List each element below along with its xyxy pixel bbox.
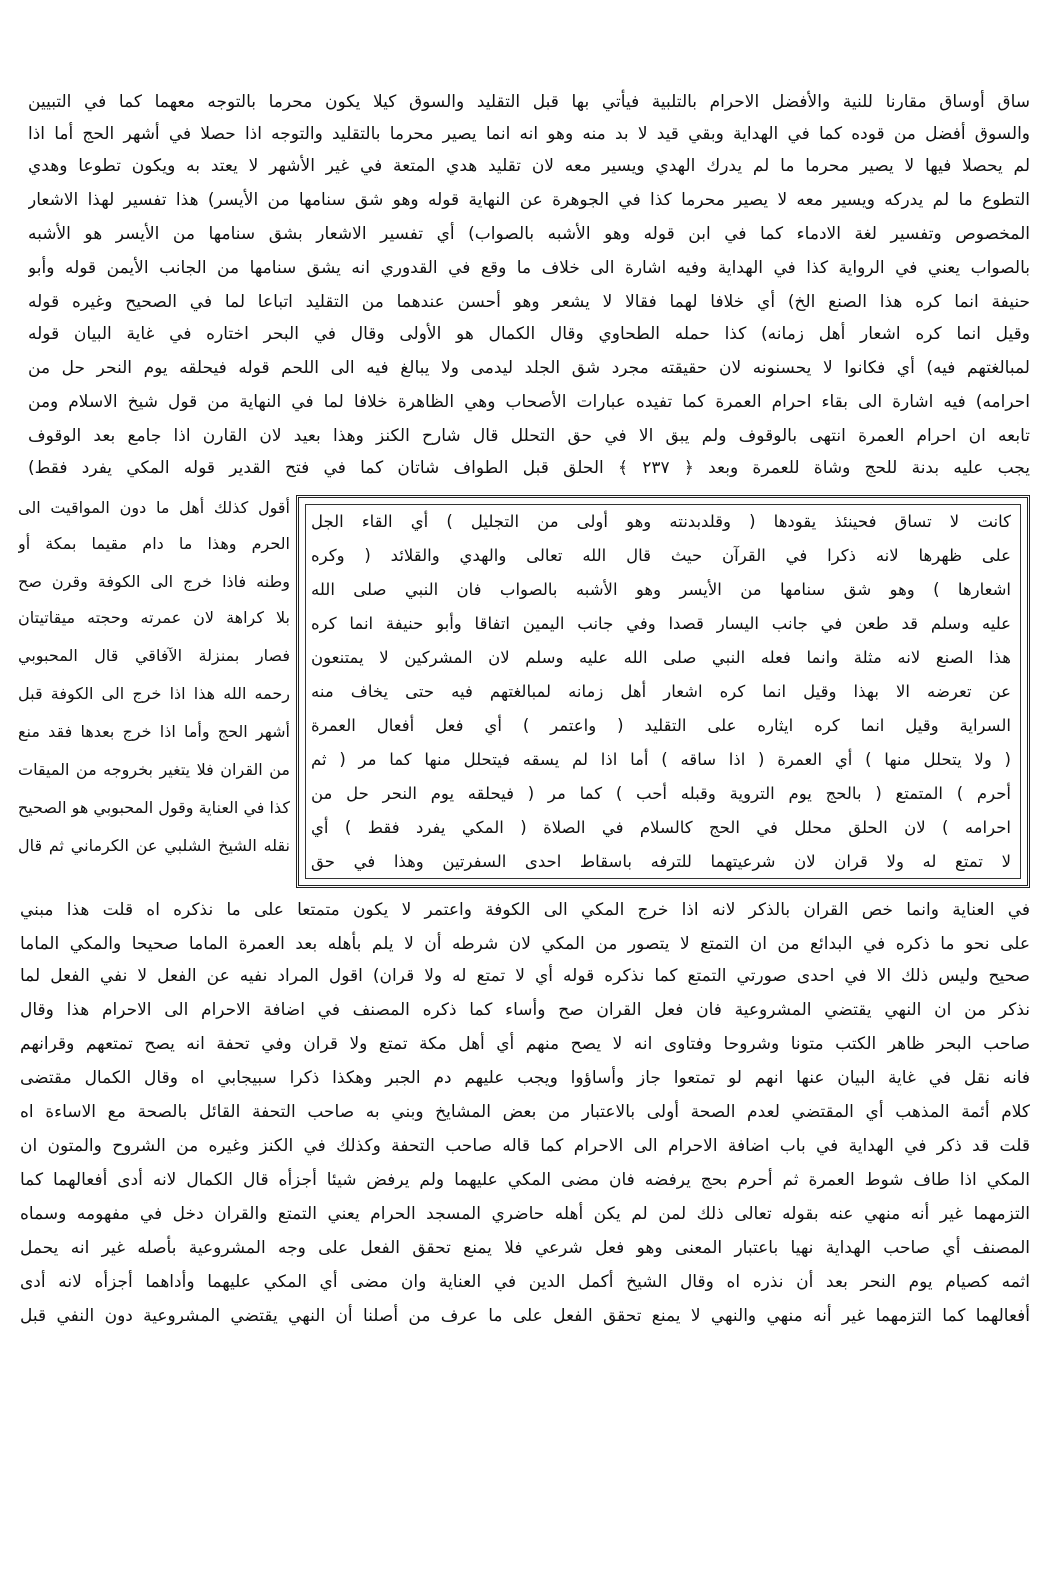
text-line: المكي اذا طاف شوط العمرة ثم أحرم بحج يرفضه فان مضى المكي عليهما ولم يرفض شيئا أجزأه قال الكمال لانه أدى أفعالهما كما <box>20 1170 1030 1190</box>
text-line: المصنف أي صاحب الهداية نهيا باعتبار المعنى وهو فعل شرعي فلا يمنع تحقق الفعل على وجه المشروعية بأصله غير انه يحمل <box>20 1238 1030 1258</box>
text-line: لم يحصلا فيها لا يصير محرما ما لم يدرك الهدي ويسير معه لان تقليد هدي المتعة في غير الأشهر لا يعتد به ويكون تطوعا وهدي <box>28 156 1030 176</box>
main-text-box <box>296 495 1030 888</box>
text-line: احرامه) فيه اشارة الى بقاء احرام العمرة كما تفيده عبارات الأصحاب وهي الظاهرة خلافا لما في النهاية من قول شيخ الاسلام ومن <box>28 392 1030 412</box>
text-line: رحمه الله هذا اذا خرج الى الكوفة قبل <box>18 684 290 703</box>
text-line: نذكر من ان النهي يقتضي المشروعية فان فعل القران صح وأساء كما ذكره المصنف في اضافة الاحرام الى الاحرام هذا وقال <box>20 1000 1030 1020</box>
text-line: وطنه فاذا خرج الى الكوفة وقرن صح <box>18 572 290 591</box>
text-line: ساق أوساق مقارنا للنية والأفضل الاحرام بالتلبية فيأتي بها قبل التقليد والسوق كيلا يكون محرما بالتوجه معهما كما في التبيين <box>28 92 1030 112</box>
text-line: اشعارها ) وهو شق سنامها من الأيسر وهو الأشبه بالصواب فان النبي صلى الله <box>311 580 1011 599</box>
text-line: صاحب البحر ظاهر الكتب متونا وشروحا وفتاوى انه لا يصح منهم أي أهل مكة تمتع ولا قران وفي تحفة انه يصح تمتعهم وقرانهم <box>20 1034 1030 1054</box>
text-line: كذا في العناية وقول المحبوبي هو الصحيح <box>18 798 290 817</box>
text-line: السراية وقيل انما كره ايثاره على التقليد ( واعتمر ) أي فعل أفعال العمرة <box>311 716 1011 735</box>
text-line: بالصواب يعني في الرواية كذا في الهداية وفيه اشارة الى خلاف ما وقع في القدوري انه يشق سنامها من الجانب الأيمن قوله وأبو <box>28 258 1030 278</box>
text-line: أقول كذلك أهل ما دون المواقيت الى <box>18 498 290 517</box>
text-line: ( ولا يتحلل منها ) أي العمرة ( اذا ساقه ) أما اذا لم يسقه فيتحلل منها كما مر ( ثم <box>311 750 1011 769</box>
text-line: على نحو ما ذكره في البدائع من ان التمتع لا يتصور من المكي لان شرطه أن لا يلم بأهله بعد العمرة الماما صحيحا والمكي الماما <box>20 934 1030 954</box>
text-line: اثمه كصيام يوم النحر بعد أن نذره اه وقال الشيخ أكمل الدين في العناية وان مضى أي المكي عليهما وأداهما أجزأه لانه أدى <box>20 1272 1030 1292</box>
text-line: الحرم وهذا ما دام مقيما بمكة أو <box>18 534 290 553</box>
text-line: بلا كراهة لان عمرته وحجته ميقاتيتان <box>18 608 290 627</box>
text-line: عن تعرضه الا بهذا وقيل انما كره اشعار أهل زمانه لمبالغتهم فيه حتى يخاف منه <box>311 682 1011 701</box>
text-line: نقله الشيخ الشلبي عن الكرماني ثم قال <box>18 836 290 855</box>
text-line: هذا الصنع لانه مثلة وانما فعله النبي صلى الله عليه وسلم لان المشركين لا يمتنعون <box>311 648 1011 667</box>
text-line: احرامه ) لان الحلق محلل في الحج كالسلام في الصلاة ( المكي يفرد فقط ) أي <box>311 818 1011 837</box>
text-line: كانت لا تساق فحينئذ يقودها ( وقلدبدنته وهو أولى من التجليل ) أي القاء الجل <box>311 512 1011 531</box>
text-line-with-page-number: يجب عليه بدنة للحج وشاة للعمرة وبعد ﴿ ٢٣٧ ﴾ الحلق قبل الطواف شاتان كما في فتح القدير قوله المكي يفرد فقط) <box>28 458 1030 478</box>
text-line: التزمهما غير أنه منهي عنه بقوله تعالى ذلك لمن لم يكن أهله حاضري المسجد الحرام يعني التمتع والقران دخل في مفهومه وسماه <box>20 1204 1030 1224</box>
text-line: أحرم ) المتمتع ( بالحج يوم التروية وقبله أحب ) كما مر ( فيحلقه يوم النحر حل من <box>311 784 1011 803</box>
text-line: أفعالهما كما التزمهما غير أنه منهي والنهي لا يمنع تحقق الفعل على ما عرف من أصلنا أن النهي يقتضي المشروعية دون النفي قبل <box>20 1306 1030 1326</box>
text-line: في العناية وانما خص القران بالذكر لانه اذا خرج المكي الى الكوفة واعتمر لا يكون متمتعا على ما نذكره اه قلت هذا مبني <box>20 900 1030 920</box>
text-line: من القران فلا يتغير بخروجه من الميقات <box>18 760 290 779</box>
text-line: صحيح وليس ذلك الا في احدى صورتي التمتع كما نذكره قوله أي لا تمتع له ولا قران) اقول المراد نفيه عن الفعل لا نفي الفعل لما <box>20 966 1030 986</box>
text-line: عليه وسلم قد طعن في جانب اليسار قصدا وفي جانب اليمين اتفاقا وأبو حنيفة انما كره <box>311 614 1011 633</box>
text-line: لمبالغتهم فيه) أي فكانوا لا يحسنونه لان حقيقته مجرد شق الجلد ليدمى ولا يبالغ فيه الى اللحم قوله فيحلقه يوم النحر حل من <box>28 358 1030 378</box>
text-line: فصار بمنزلة الآفاقي قال المحبوبي <box>18 646 290 665</box>
text-line: وقيل انما كره اشعار أهل زمانه) كذا حمله الطحاوي وقال الكمال هو الأولى وقال في البحر اختاره في غاية البيان قوله <box>28 324 1030 344</box>
text-line: المخصوص وتفسير لغة الادماء كما في ابن قوله وهو الأشبه بالصواب) أي تفسير الاشعار بشق سنامها من الأيسر هو الأشبه <box>28 224 1030 244</box>
text-line: حنيفة انما كره هذا الصنع الخ) أي خلافا لهما فقالا لا يشعر وهو أحسن عندهما من التقليد اتباعا لما في الصحيح وغيره قوله <box>28 292 1030 312</box>
text-line: التطوع ما لم يدركه ويسير معه لا يصير محرما كذا في الجوهرة عن النهاية قوله وهو شق سنامها من الأيسر) هذا تفسير لهذا الاشعار <box>28 190 1030 210</box>
text-line: على ظهرها لانه ذكرا في القرآن حيث قال الله تعالى والهدي والقلائد ( وكره <box>311 546 1011 565</box>
text-line: فانه نقل في غاية البيان عنها انهم لو تمتعوا جاز وأساؤوا ويجب عليهم دم الجبر وهكذا ذكرا سبيجابي اه وقال الكمال مقتضى <box>20 1068 1030 1088</box>
text-line: لا تمتع له ولا قران لان شرعيتهما للترفه باسقاط احدى السفرتين وهذا في حق <box>311 852 1011 871</box>
text-line: أشهر الحج وأما اذا خرج بعدها فقد منع <box>18 722 290 741</box>
text-line: تابعه ان احرام العمرة انتهى بالوقوف ولم يبق الا في حق التحلل قال شارح الكنز وهذا بعيد لان القارن اذا جامع بعد الوقوف <box>28 426 1030 446</box>
text-line: كلام أئمة المذهب أي المقتضي لعدم الصحة أولى بالاعتبار من بعض المشايخ وبني به صاحب التحفة القائل بالصحة مع الاساءة اه <box>20 1102 1030 1122</box>
text-line: والسوق أفضل من قوده كما في الهداية وبقي قيد لا بد منه وهو انه انما يصير محرما بالتقليد والتوجه اذا حصلا في أشهر الحج أما اذا <box>28 124 1030 144</box>
text-line: قلت قد ذكر في الهداية في باب اضافة الاحرام الى الاحرام كما قاله صاحب التحفة وكذلك في الكنز وغيره من الشروح والمتون ان <box>20 1136 1030 1156</box>
